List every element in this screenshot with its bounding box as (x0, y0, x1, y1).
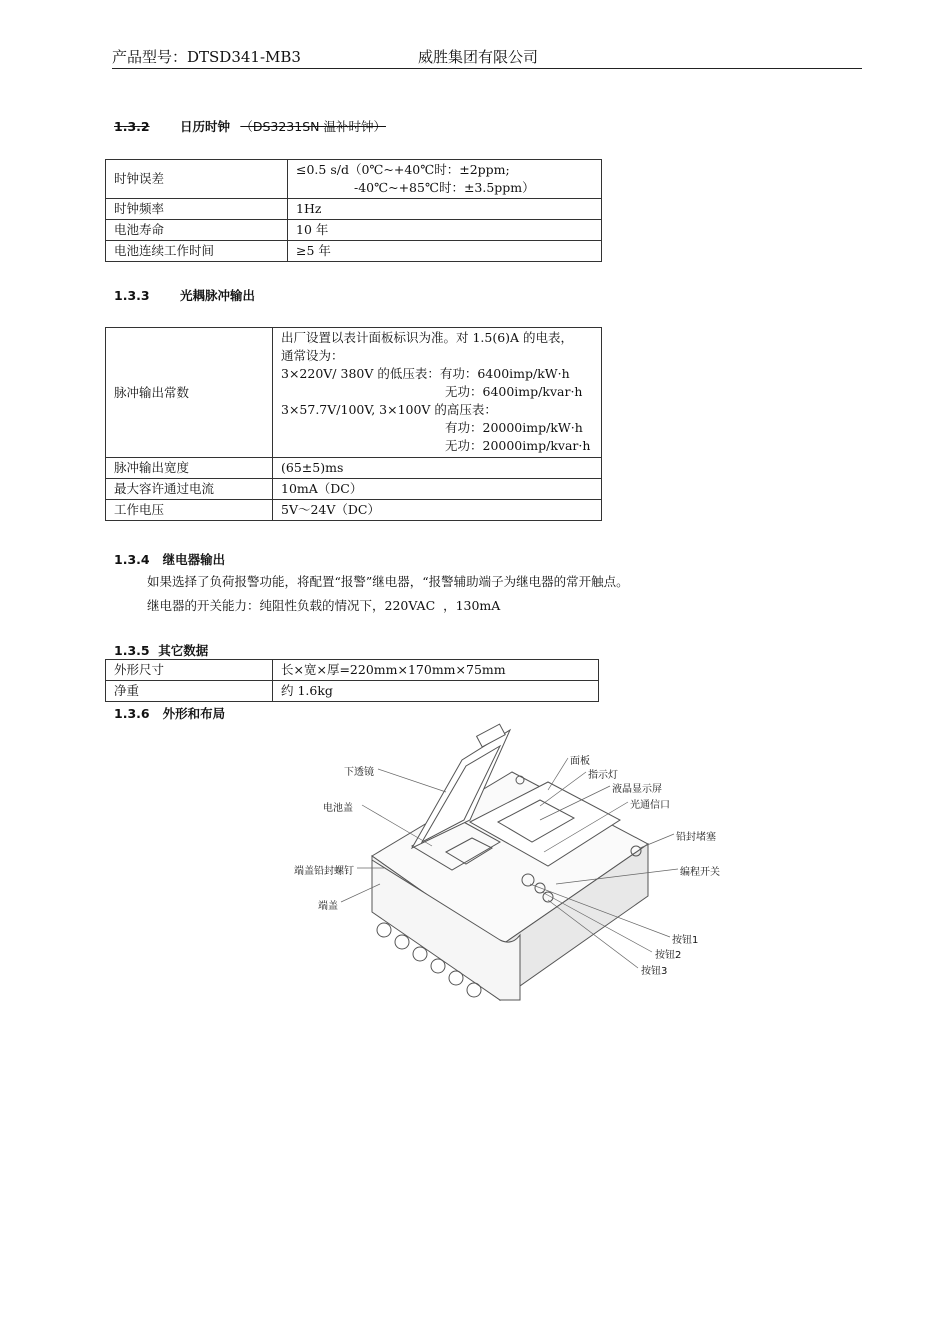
spec-value: 10mA（DC） (273, 479, 602, 500)
header-company: 威胜集团有限公司 (418, 48, 539, 66)
terminal-hole (395, 935, 409, 949)
spec-value-line: 无功：20000imp/kvar·h (445, 438, 591, 453)
terminal-hole (413, 947, 427, 961)
label-seal-screw: 端盖铅封螺钉 (294, 866, 354, 877)
spec-value: (65±5)ms (273, 458, 602, 479)
spec-value: ≥5 年 (288, 241, 602, 262)
spec-value-line: 有功：20000imp/kW·h (445, 420, 583, 435)
spec-value: 长×宽×厚=220mm×170mm×75mm (273, 660, 599, 681)
label-battery-cover: 电池盖 (323, 803, 353, 814)
label-optical-port: 光通信口 (630, 800, 670, 811)
section-136-heading: 1.3.6 外形和布局 (114, 706, 226, 721)
terminal-hole (431, 959, 445, 973)
section-title: 光耦脉冲输出 (179, 288, 255, 303)
spec-value-line: 通常设为： (281, 348, 344, 363)
label-terminal-cover: 端盖 (318, 901, 338, 912)
spec-value-line: 出厂设置以表计面板标识为准。对 1.5(6)A 的电表， (281, 330, 574, 345)
label-program-switch: 编程开关 (680, 867, 720, 878)
leader-line (640, 834, 674, 848)
spec-value: 10 年 (288, 220, 602, 241)
spec-value-line: 3×57.7V/100V, 3×100V 的高压表： (281, 402, 497, 417)
section-number: 1.3.3 (114, 288, 150, 303)
label-button-2: 按钮2 (655, 950, 682, 961)
spec-value: 约 1.6kg (273, 681, 599, 702)
spec-key: 时钟误差 (106, 160, 288, 199)
label-lcd: 液晶显示屏 (612, 784, 662, 795)
section-number: 1.3.2 (114, 119, 150, 134)
spec-value-line: ≤0.5 s/d（0℃~+40℃时：±2ppm; (296, 162, 510, 177)
terminal-hole (449, 971, 463, 985)
label-seal-plug: 铅封堵塞 (676, 832, 716, 843)
label-indicator: 指示灯 (588, 770, 618, 781)
spec-key: 外形尺寸 (106, 660, 273, 681)
section-note: （DS3231SN 温补时钟） (240, 119, 386, 134)
label-button-1: 按钮1 (672, 935, 699, 946)
spec-value: 5V～24V（DC） (273, 500, 602, 521)
section-134-heading: 1.3.4 继电器输出 (114, 552, 226, 567)
relay-paragraph-1: 如果选择了负荷报警功能，将配置“报警”继电器，“报警辅助端子为继电器的常开触点。 (147, 574, 629, 589)
terminal-hole (377, 923, 391, 937)
leader-line (362, 805, 432, 846)
leader-line (378, 769, 446, 792)
header-model: 产品型号：DTSD341-MB3 (112, 48, 301, 66)
section-title: 日历时钟 (179, 119, 230, 134)
spec-key: 净重 (106, 681, 273, 702)
spec-key: 脉冲输出常数 (106, 328, 273, 458)
spec-value: 1Hz (288, 199, 602, 220)
leader-line (548, 758, 568, 790)
spec-key: 电池连续工作时间 (106, 241, 288, 262)
label-button-3: 按钮3 (641, 966, 668, 977)
spec-key: 工作电压 (106, 500, 273, 521)
spec-key: 脉冲输出宽度 (106, 458, 273, 479)
relay-paragraph-2: 继电器的开关能力：纯阻性负载的情况下，220VAC ，130mA (147, 598, 501, 613)
section-135-heading: 1.3.5 其它数据 (114, 643, 209, 658)
spec-key: 电池寿命 (106, 220, 288, 241)
spec-key: 最大容许通过电流 (106, 479, 273, 500)
spec-value-line: 3×220V/ 380V 的低压表：有功：6400imp/kW·h (281, 366, 570, 381)
spec-value-line: 无功：6400imp/kvar·h (445, 384, 583, 399)
label-panel: 面板 (570, 756, 590, 767)
label-lens: 下透镜 (344, 767, 374, 778)
terminal-hole (467, 983, 481, 997)
spec-key: 时钟频率 (106, 199, 288, 220)
spec-value-line: -40℃~+85℃时：±3.5ppm） (354, 180, 535, 195)
